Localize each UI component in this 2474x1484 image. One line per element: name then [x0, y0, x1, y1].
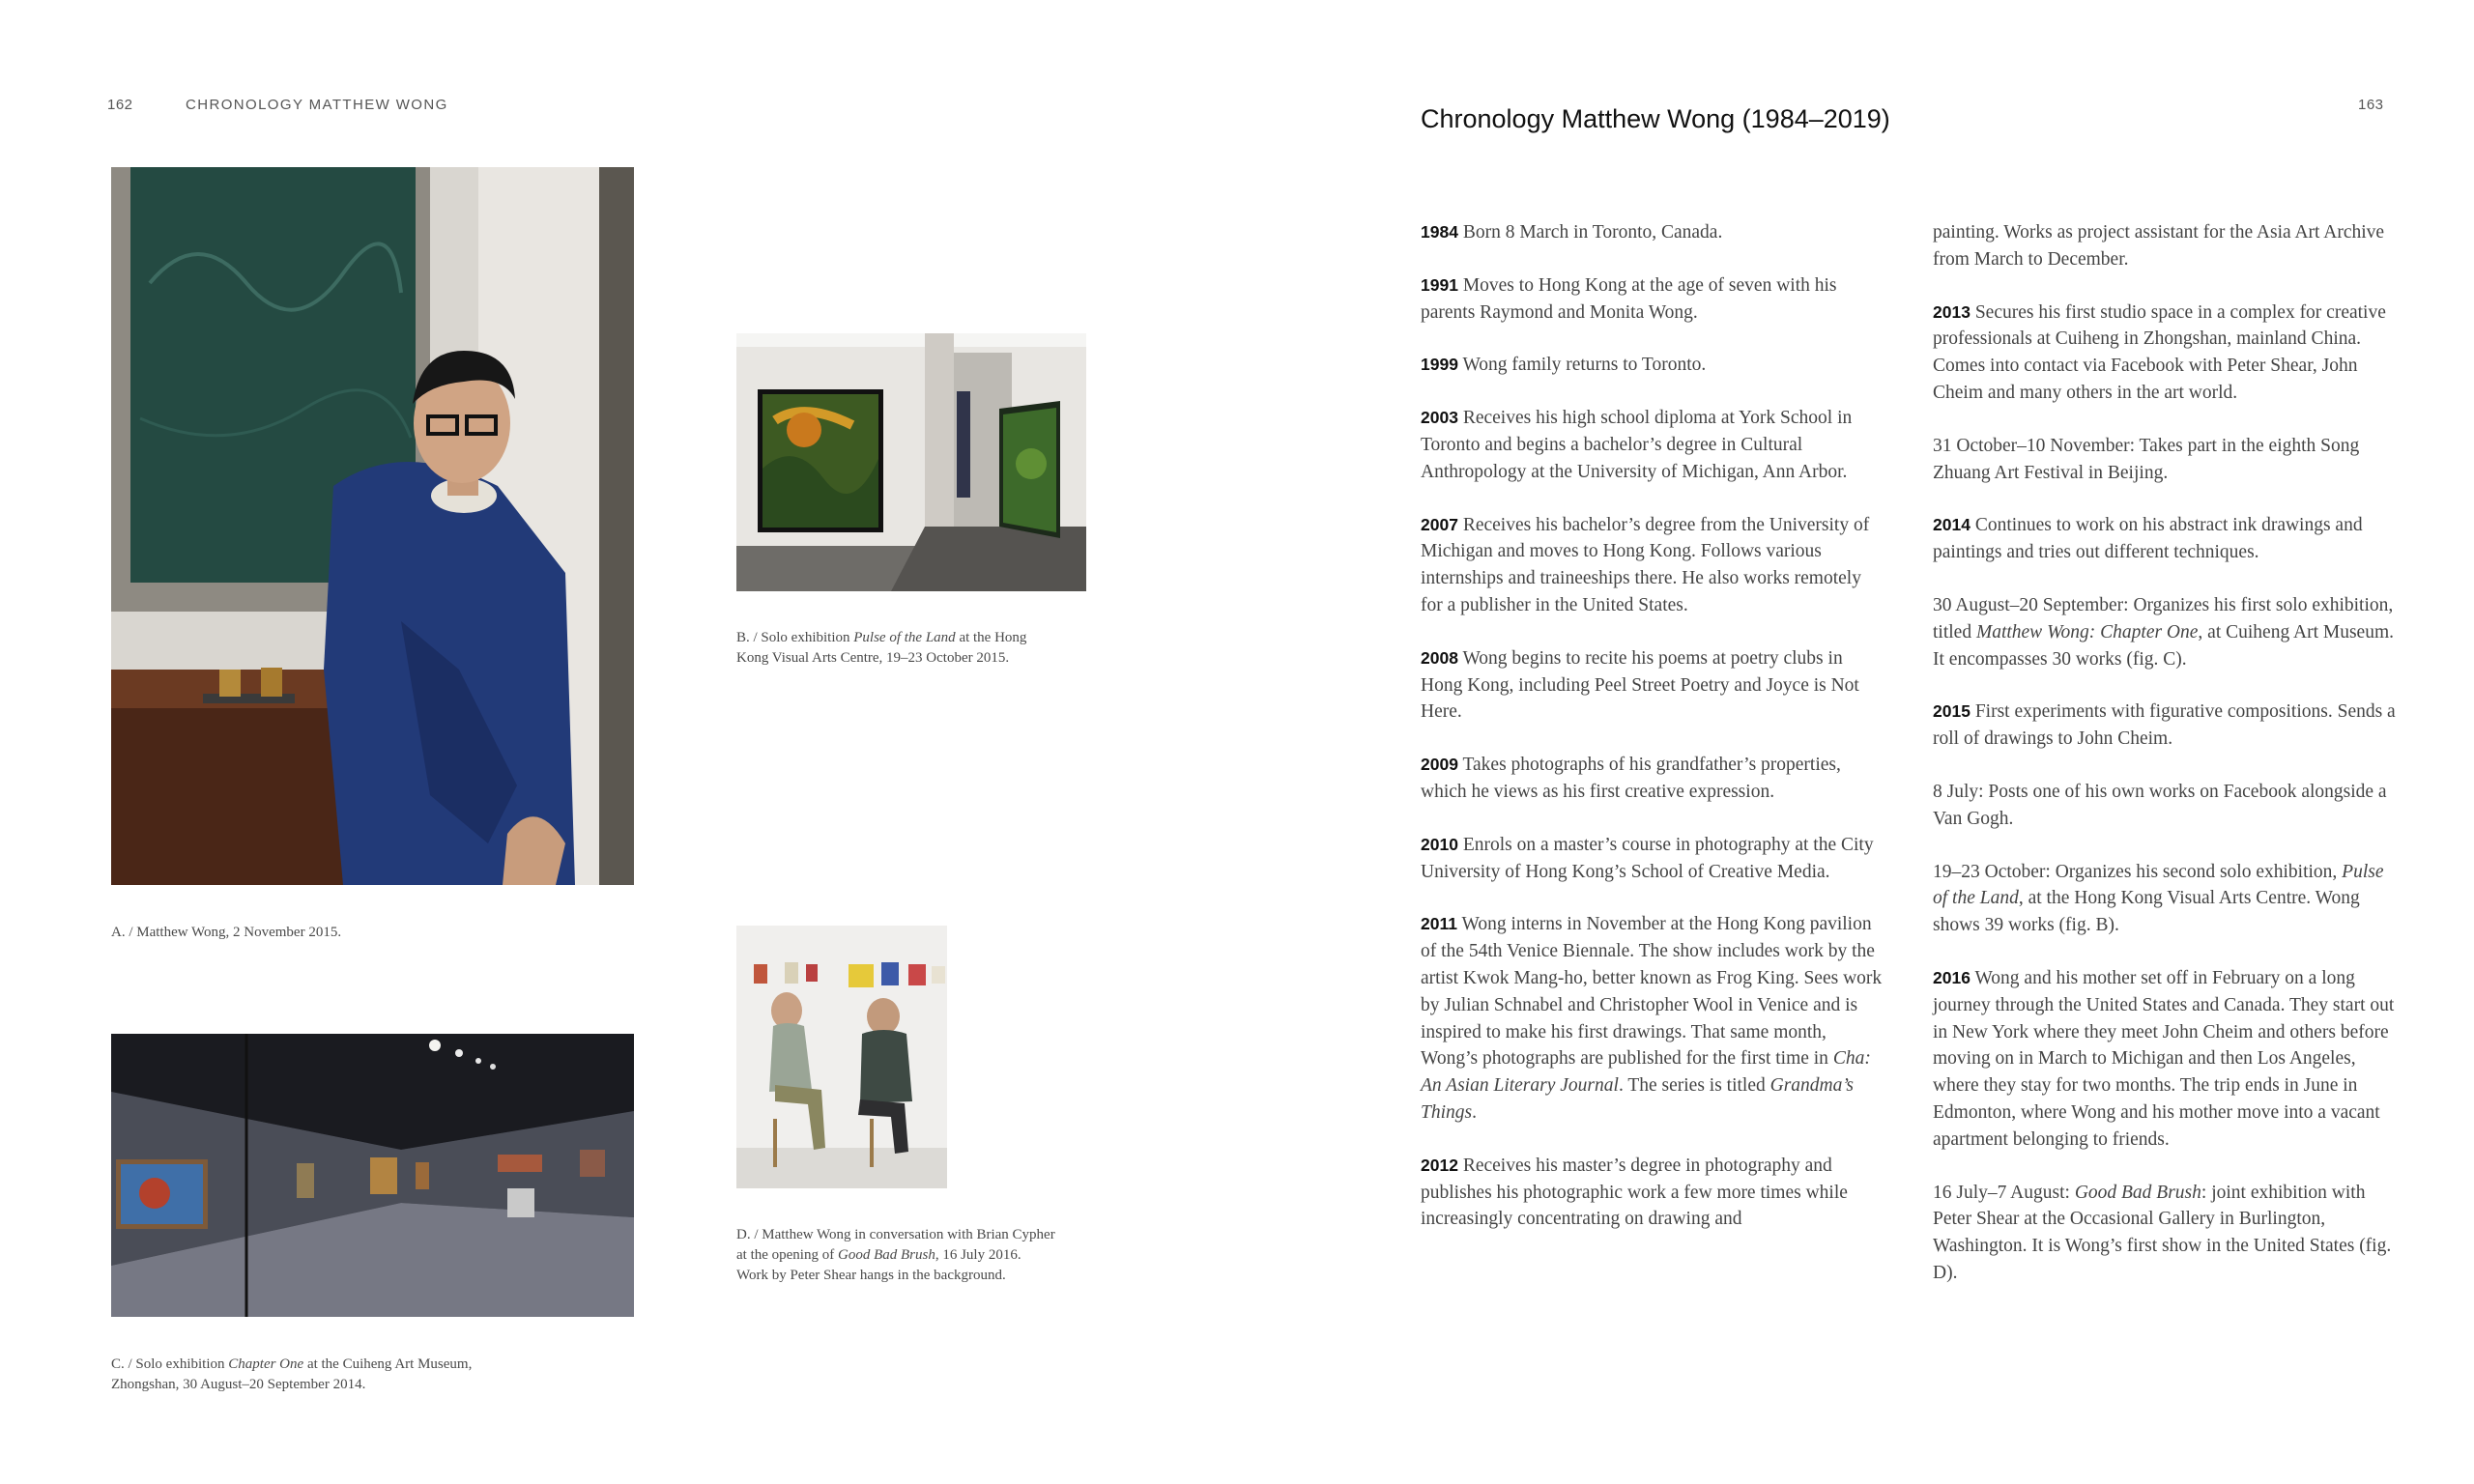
museum-photo [111, 1034, 634, 1317]
entry-2009 [1421, 752, 1884, 806]
entry-2013-oct [1933, 433, 2397, 487]
chronology-column-2 [1933, 219, 2397, 1313]
page-number-right: 163 [2358, 97, 2384, 113]
caption-b-prefix: B. / Solo exhibition [736, 630, 854, 645]
entry-text-2: . The series is titled [1618, 1075, 1770, 1097]
entry-year: 1984 [1421, 222, 1458, 242]
entry-text: Enrols on a master’s course in photography at the City University of Hong Kong’s School of Creative Media. [1421, 834, 1874, 882]
entry-year: 2010 [1421, 834, 1458, 854]
entry-year: 2008 [1421, 647, 1458, 668]
entry-text: Receives his master’s degree in photography and publishes his photographic work a few more times while increasingly concentrating on drawing and [1421, 1155, 1848, 1230]
entry-text: painting. Works as project assistant for the Asia Art Archive from March to December. [1933, 222, 2385, 270]
entry-text: Receives his bachelor’s degree from the University of Michigan and moves to Hong Kong. Follows various internships and traineeships there. He also works remotely for a publisher in the United States. [1421, 514, 1870, 615]
entry-text-2: : joint exhibition with Peter Shear at the Occasional Gallery in Burlington, Washington. It is Wong’s first show in the United States (fig. D). [1933, 1182, 2392, 1283]
entry-text-2: , at Cuiheng Art Museum. It encompasses 30 works (fig. C). [1933, 621, 2394, 670]
entry-year: 2003 [1421, 408, 1458, 428]
entry-2014-aug [1933, 592, 2397, 672]
running-head: CHRONOLOGY MATTHEW WONG [186, 97, 448, 113]
entry-text: First experiments with figurative compositions. Sends a roll of drawings to John Cheim. [1933, 701, 2396, 750]
entry-italic: Pulse of the Land [1933, 861, 2384, 909]
entry-1991 [1421, 272, 1884, 327]
entry-italic: Good Bad Brush [2074, 1182, 2201, 1203]
entry-text: Receives his high school diploma at York School in Toronto and begins a bachelor’s degree in Cultural Anthropology at the University of Michigan, Ann Arbor. [1421, 408, 1853, 482]
entry-text: Continues to work on his abstract ink drawings and paintings and tries out different techniques. [1933, 515, 2363, 563]
entry-2016 [1933, 965, 2397, 1154]
caption-d-title: Good Bad Brush [837, 1247, 935, 1263]
entry-2014 [1933, 512, 2397, 566]
entry-2011 [1421, 911, 1884, 1126]
entry-text: 16 July–7 August: [1933, 1182, 2075, 1203]
entry-2012 [1421, 1153, 1884, 1233]
entry-year: 2007 [1421, 514, 1458, 534]
chronology-title: Chronology Matthew Wong (1984–2019) [1421, 104, 1890, 133]
caption-c-prefix: C. / Solo exhibition [111, 1356, 229, 1372]
entry-year: 2016 [1933, 967, 1971, 987]
entry-2012-cont [1933, 219, 2397, 273]
entry-year: 2014 [1933, 515, 1971, 535]
entry-text: Wong family returns to Toronto. [1457, 355, 1707, 376]
entry-year: 2013 [1933, 301, 1971, 322]
entry-year: 2012 [1421, 1155, 1458, 1175]
chronology-column-1 [1421, 219, 1884, 1259]
entry-2016-jul [1933, 1180, 2397, 1287]
page-number-left: 162 [107, 97, 133, 113]
entry-2015-jul [1933, 779, 2397, 833]
entry-text: Moves to Hong Kong at the age of seven with his parents Raymond and Monita Wong. [1421, 274, 1837, 323]
entry-text: Wong interns in November at the Hong Kong pavilion of the 54th Venice Biennale. The show includes work by the artist Kwok Mang-ho, better known as Frog King. Sees work by Julian Schnabel and Christopher Wool in Venice and is inspired to make his first drawings. That same month, Wong’s photographs are published for the first time in [1421, 914, 1883, 1070]
caption-a: A. / Matthew Wong, 2 November 2015. [111, 925, 342, 940]
entry-text: 31 October–10 November: Takes part in the eighth Song Zhuang Art Festival in Beijing. [1933, 435, 2360, 483]
entry-text: Born 8 March in Toronto, Canada. [1457, 222, 1723, 243]
entry-2015-oct [1933, 859, 2397, 939]
entry-year: 2011 [1421, 914, 1457, 934]
entry-year: 1999 [1421, 355, 1458, 375]
entry-year: 2009 [1421, 755, 1458, 775]
caption-c-suffix: at the Cuiheng Art Museum, Zhongshan, 30 August–20 September 2014. [111, 1356, 473, 1392]
caption-b-suffix: at the Hong Kong Visual Arts Centre, 19–23 October 2015. [736, 630, 1027, 666]
entry-1984 [1421, 219, 1884, 246]
entry-2013 [1933, 300, 2397, 407]
entry-1999 [1421, 352, 1884, 379]
caption-b [736, 628, 1055, 669]
entry-2015 [1933, 699, 2397, 753]
caption-d-suffix: , 16 July 2016. Work by Peter Shear hangs in the background. [736, 1247, 1021, 1283]
entry-year: 2015 [1933, 701, 1971, 722]
caption-b-title: Pulse of the Land [853, 630, 956, 645]
entry-text: Secures his first studio space in a complex for creative professionals at Cuiheng in Zhongshan, mainland China. Comes into contact via Facebook with Peter Shear, John Cheim and many others in the art world. [1933, 301, 2386, 403]
entry-text-3: . [1472, 1101, 1477, 1123]
caption-c-title: Chapter One [228, 1356, 304, 1372]
entry-text: 30 August–20 September: Organizes his first solo exhibition, titled [1933, 594, 2394, 642]
portrait-photo [111, 167, 634, 885]
entry-text: 19–23 October: Organizes his second solo exhibition, [1933, 861, 2343, 882]
entry-2008 [1421, 645, 1884, 726]
entry-text: Takes photographs of his grandfather’s properties, which he views as his first creative expression. [1421, 755, 1841, 802]
entry-italic-2: Grandma’s Things [1421, 1075, 1854, 1123]
entry-text-2: , at the Hong Kong Visual Arts Centre. Wong shows 39 works (fig. B). [1933, 888, 2360, 936]
entry-italic: Matthew Wong: Chapter One [1975, 621, 2199, 642]
exhibition-photo-pulse [736, 333, 1086, 591]
caption-d-prefix: D. / Matthew Wong in conversation with Brian Cypher at the opening of [736, 1227, 1055, 1263]
conversation-photo [736, 926, 947, 1188]
entry-italic: Cha: An Asian Literary Journal [1421, 1048, 1871, 1097]
caption-c [111, 1355, 527, 1395]
entry-year: 1991 [1421, 274, 1458, 295]
entry-2003 [1421, 405, 1884, 485]
entry-text: Wong and his mother set off in February on a long journey through the United States and Canada. They start out in New York where they meet John Cheim and others before moving on in March to Michigan and then Los Angeles, where they stay for two months. The trip ends in June in Edmonton, where Wong and his mother move into a vacant apartment belonging to friends. [1933, 967, 2395, 1150]
entry-2010 [1421, 832, 1884, 886]
caption-d [736, 1225, 1055, 1286]
entry-text: 8 July: Posts one of his own works on Facebook alongside a Van Gogh. [1933, 781, 2387, 829]
entry-text: Wong begins to recite his poems at poetry clubs in Hong Kong, including Peel Street Poetry and Joyce is Not Here. [1421, 647, 1859, 723]
entry-2007 [1421, 512, 1884, 619]
